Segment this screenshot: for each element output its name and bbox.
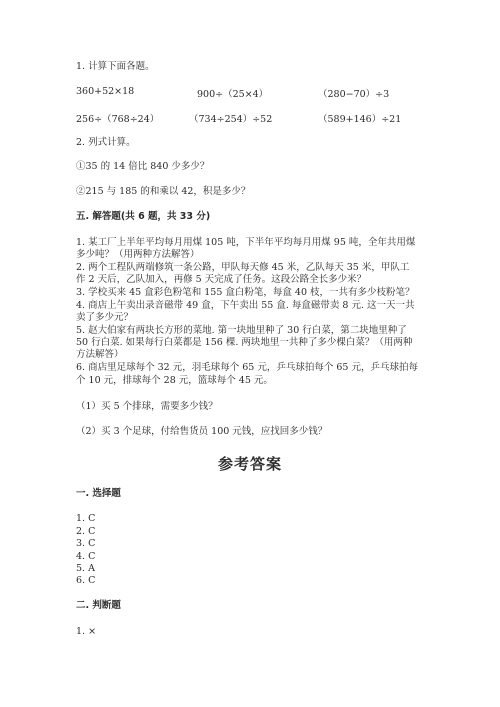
- choice-heading: 一. 选择题: [76, 488, 121, 499]
- choice-answer: 1. C: [76, 513, 96, 524]
- choice-answer: 5. A: [76, 563, 95, 574]
- sub-question-1: （1）买 5 个排球，需要多少钱？: [76, 401, 218, 412]
- problem-line: 3. 学校买来 45 盒彩色粉笔和 155 盒白粉笔，每盒 40 枝，一共有多少枝粉笔？: [76, 287, 415, 298]
- problem-line: 2. 两个工程队两端修筑一条公路，甲队每天修 45 米，乙队每天 35 米，甲队工: [76, 262, 410, 273]
- calc-item: 900÷（25×4）: [197, 89, 269, 100]
- calc-item: （734÷254）÷52: [189, 114, 273, 125]
- choice-answer: 3. C: [76, 538, 96, 549]
- judge-heading: 二. 判断题: [76, 600, 121, 611]
- choice-answer: 2. C: [76, 526, 96, 537]
- section5-heading: 五. 解答题(共 6 题，共 33 分): [76, 211, 211, 222]
- problem-line: 6. 商店里足球每个 32 元，羽毛球每个 65 元，乒乓球拍每个 65 元，乒乓球拍每: [76, 362, 418, 373]
- judge-answer: 1. ×: [76, 626, 97, 637]
- calc-item: （589+146）÷21: [318, 114, 402, 125]
- section1-heading: 1. 计算下面各题。: [76, 61, 155, 72]
- expression-question-2: ②215 与 185 的和乘以 42，积是多少？: [76, 186, 251, 197]
- calc-item: 360+52×18: [76, 86, 135, 97]
- problem-line: 50 行白菜. 如果每行白菜都是 156 棵. 两块地里一共种了多少棵白菜？（用两种: [76, 337, 413, 348]
- section2-heading: 2. 列式计算。: [76, 137, 136, 148]
- answers-title: 参考答案: [217, 455, 282, 473]
- problem-line: 作 2 天后，乙队加入，再修 5 天完成了任务。这段公路全长多少米？: [76, 274, 367, 285]
- problem-line: 多少吨？（用两种方法解答）: [76, 249, 200, 260]
- calc-item: 256÷（768÷24）: [76, 114, 160, 125]
- problem-line: 方法解答）: [76, 349, 124, 360]
- sub-question-2: （2）买 3 个足球，付给售货员 100 元钱，应找回多少钱？: [76, 426, 328, 437]
- problem-line: 1. 某工厂上半年平均每月用煤 105 吨，下半年平均每月用煤 95 吨，全年共用煤: [76, 237, 416, 248]
- problem-line: 卖了多少元？: [76, 312, 134, 323]
- calc-item: （280−70）÷3: [318, 89, 390, 100]
- problem-line: 个 10 元，排球每个 28 元，篮球每个 45 元。: [76, 375, 273, 386]
- choice-answer: 6. C: [76, 575, 96, 586]
- choice-answer: 4. C: [76, 551, 96, 562]
- problem-line: 4. 商店上午卖出录音磁带 49 盒，下午卖出 55 盒. 每盒磁带卖 8 元. 这一天一共: [76, 300, 415, 311]
- expression-question-1: ①35 的 14 倍比 840 少多少？: [76, 161, 210, 172]
- problem-line: 5. 赵大伯家有两块长方形的菜地. 第一块地里种了 30 行白菜，第二块地里种了: [76, 325, 407, 336]
